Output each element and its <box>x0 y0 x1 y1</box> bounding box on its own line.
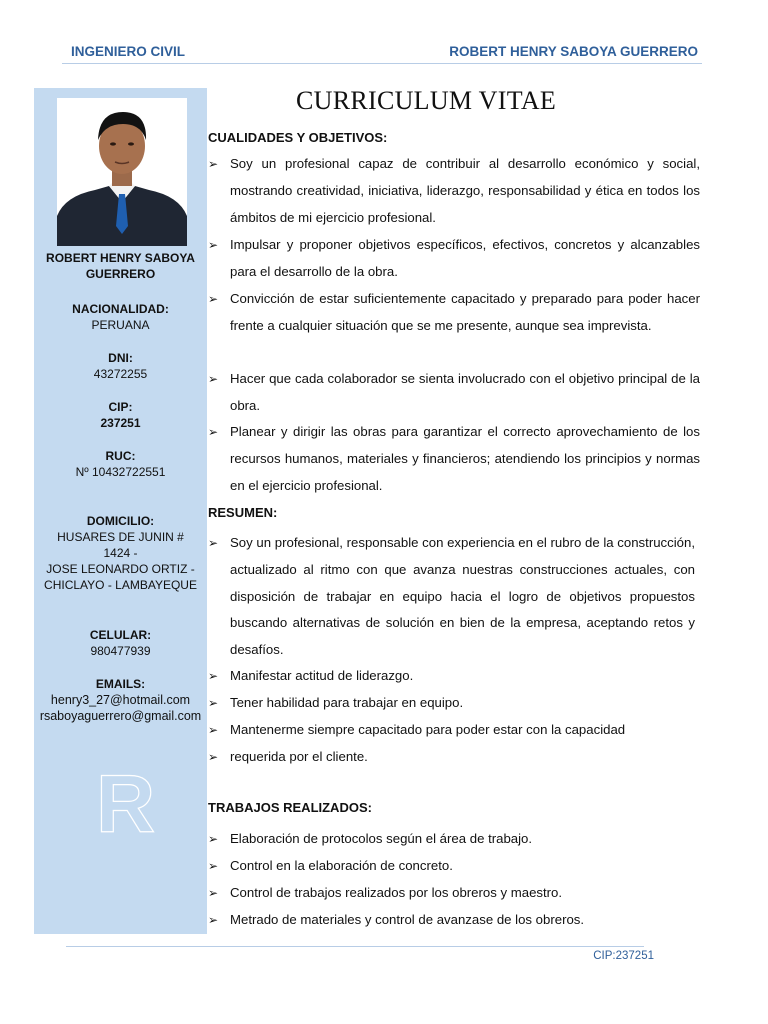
bullet-arrow-icon: ➢ <box>208 832 219 846</box>
ruc-block <box>34 448 207 480</box>
email-link[interactable]: henry3_27@hotmail.com <box>50 693 191 707</box>
list-item: ➢ Elaboración de protocolos según el área de trabajo. <box>208 826 700 853</box>
list-item: ➢ Soy un profesional capaz de contribuir al desarrollo económico y social, mostrando creatividad, iniciativa, liderazgo, responsabilidad y ética en todos los ámbitos de mi ejercicio profesional. <box>208 151 700 231</box>
list-item: ➢ Metrado de materiales y control de avanzase de los obreros. <box>208 907 700 934</box>
list-item: ➢ Mantenerme siempre capacitado para poder estar con la capacidad <box>208 717 700 744</box>
phone-label: CELULAR: <box>89 628 152 642</box>
bullet-arrow-icon: ➢ <box>208 425 219 439</box>
emails-label: EMAILS: <box>95 677 146 691</box>
sidebar <box>34 88 207 934</box>
list-item: ➢ Control de trabajos realizados por los obreros y maestro. <box>208 880 700 907</box>
bullet-arrow-icon: ➢ <box>208 238 219 252</box>
email-link[interactable]: rsaboyaguerrero@gmail.com <box>39 709 202 723</box>
name-block <box>34 250 207 282</box>
cip-block <box>34 399 207 431</box>
nationality-value: PERUANA <box>91 318 150 332</box>
bullet-arrow-icon: ➢ <box>208 292 219 306</box>
section-title-summary: RESUMEN: <box>208 505 278 520</box>
list-item: ➢ Convicción de estar suficientemente capacitado y preparado para poder hacer frente a cualquier situación que se me presente, aunque sea imprevista. <box>208 286 700 340</box>
nationality-block <box>34 301 207 333</box>
address-line: 1424 - <box>103 546 138 560</box>
bullet-arrow-icon: ➢ <box>208 913 219 927</box>
list-item: ➢ Manifestar actitud de liderazgo. <box>208 663 700 690</box>
address-line: CHICLAYO - LAMBAYEQUE <box>44 578 197 592</box>
cip-label: CIP: <box>108 400 133 414</box>
list-item: ➢ Control en la elaboración de concreto. <box>208 853 700 880</box>
section-title-qualities: CUALIDADES Y OBJETIVOS: <box>208 130 388 145</box>
cip-value: 237251 <box>100 416 141 430</box>
list-item: ➢ requerida por el cliente. <box>208 744 700 771</box>
ruc-value: Nº 10432722551 <box>75 465 166 479</box>
header-right: ROBERT HENRY SABOYA GUERRERO <box>449 44 698 59</box>
footer-cip: CIP:237251 <box>593 950 654 962</box>
address-block <box>34 513 207 593</box>
dni-value: 43272255 <box>93 367 148 381</box>
nationality-label: NACIONALIDAD: <box>72 302 169 316</box>
header-rule <box>62 63 702 64</box>
emails-block <box>34 676 207 724</box>
bullet-arrow-icon: ➢ <box>208 157 219 171</box>
bullet-arrow-icon: ➢ <box>208 536 219 550</box>
phone-value: 980477939 <box>90 644 151 658</box>
bullet-arrow-icon: ➢ <box>208 886 219 900</box>
address-label: DOMICILIO: <box>86 514 155 528</box>
address-line: JOSE LEONARDO ORTIZ - <box>46 562 195 576</box>
section-title-work: TRABAJOS REALIZADOS: <box>208 800 372 815</box>
address-line: HUSARES DE JUNIN # <box>57 530 184 544</box>
full-name: ROBERT HENRY SABOYA GUERRERO <box>46 251 195 281</box>
bullet-arrow-icon: ➢ <box>208 723 219 737</box>
page-title: CURRICULUM VITAE <box>296 86 557 115</box>
monogram-watermark: R <box>96 759 156 850</box>
bullet-arrow-icon: ➢ <box>208 669 219 683</box>
bullet-arrow-icon: ➢ <box>208 859 219 873</box>
dni-label: DNI: <box>108 351 133 365</box>
footer-rule <box>66 946 644 947</box>
ruc-label: RUC: <box>105 449 136 463</box>
list-item: ➢ Impulsar y proponer objetivos específicos, efectivos, concretos y alcanzables para el desarrollo de la obra. <box>208 232 700 286</box>
list-item: ➢ Soy un profesional, responsable con experiencia en el rubro de la construcción, actualizado al ritmo con que avanza nuestras construcciones actuales, con disposición de trabajar en equipo hacia el logro de objetivos propuestos buscando alternativas de solución en bien de la empresa, aceptando retos y desafíos. <box>208 530 695 664</box>
list-item: ➢ Planear y dirigir las obras para garantizar el correcto aprovechamiento de los recursos humanos, materiales y financieros; atendiendo los principios y normas en el ejercicio profesional. <box>208 419 700 499</box>
profile-photo <box>57 98 187 246</box>
list-item: ➢ Hacer que cada colaborador se sienta involucrado con el objetivo principal de la obra. <box>208 366 700 420</box>
bullet-arrow-icon: ➢ <box>208 696 219 710</box>
header-left: INGENIERO CIVIL <box>71 44 186 59</box>
list-item: ➢ Tener habilidad para trabajar en equipo. <box>208 690 700 717</box>
phone-block <box>34 627 207 659</box>
dni-block <box>34 350 207 382</box>
bullet-arrow-icon: ➢ <box>208 750 219 764</box>
bullet-arrow-icon: ➢ <box>208 372 219 386</box>
